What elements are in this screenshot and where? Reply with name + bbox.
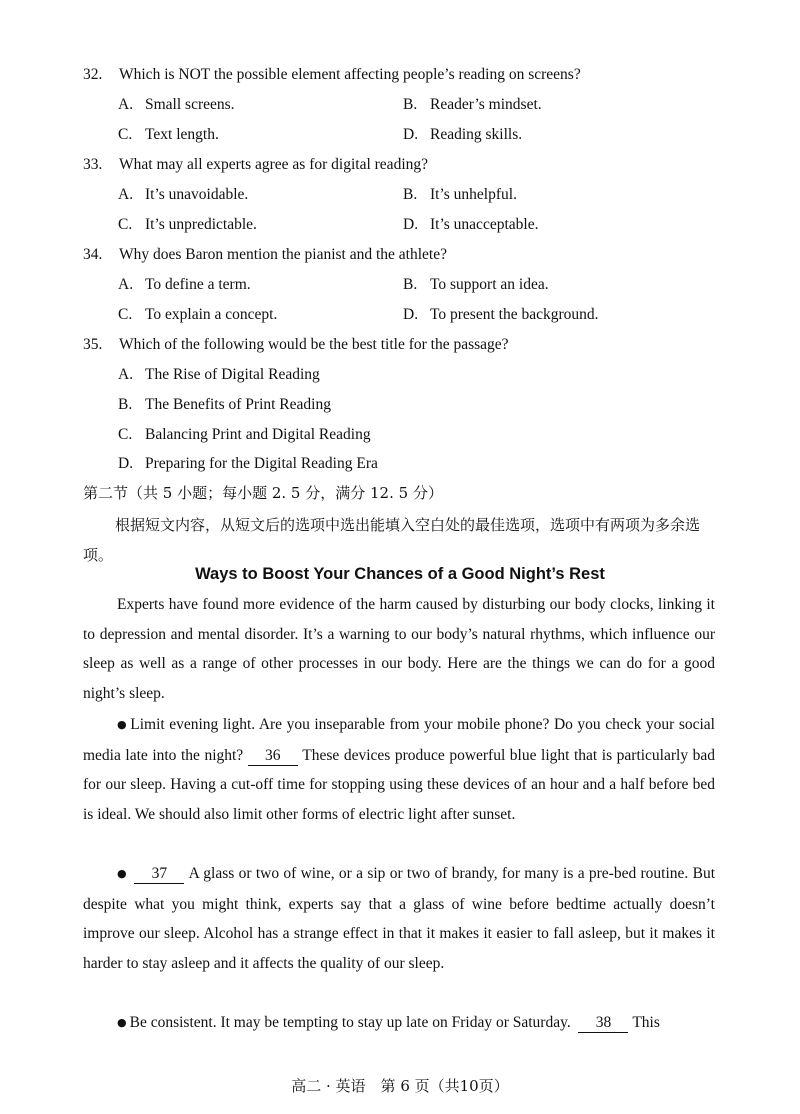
question-number: 33. <box>83 156 103 173</box>
bullet-icon: ● <box>117 1016 127 1029</box>
passage-paragraph-2: ● Limit evening light. Are you inseparable from your mobile phone? Do you check your social media late into the night? 36 These devices produce powerful blue light that is particularly bad for our sleep. Having a cut-off time for stopping using these devices of an hour and a half before bed is ideal. We should also limit other forms of electric light after sunset. <box>83 716 716 824</box>
question-number: 32. <box>83 66 103 83</box>
question-32 <box>83 66 581 84</box>
option-33-a: A. It’s unavoidable. <box>118 186 249 203</box>
passage-paragraph-3: ● 37 A glass or two of wine, or a sip or two of brandy, for many is a pre-bed routine. But despite what you might think, experts say that a glass of wine before bedtime actually doesn’t improve our sleep. Alcohol has a strange effect in that it makes it easier to fall asleep, but it makes it harder to stay asleep and it affects the quality of our sleep. <box>83 865 715 973</box>
question-35 <box>83 336 509 354</box>
option-35-a: A. The Rise of Digital Reading <box>118 366 320 383</box>
question-stem: Why does Baron mention the pianist and the athlete? <box>119 246 447 263</box>
page-footer: 高二 · 英语 第 6 页（共10页） <box>291 1077 509 1095</box>
bullet-icon: ● <box>117 718 128 731</box>
option-34-c: C. To explain a concept. <box>118 306 278 323</box>
passage-paragraph-4: ● Be consistent. It may be tempting to stay up late on Friday or Saturday. 38 This <box>117 1014 660 1031</box>
question-stem: Which is NOT the possible element affecting people’s reading on screens? <box>119 66 581 83</box>
question-34 <box>83 246 447 264</box>
option-32-d: D. Reading skills. <box>403 126 523 143</box>
bullet-icon: ● <box>117 867 128 880</box>
option-35-b: B. The Benefits of Print Reading <box>118 396 331 413</box>
option-33-b: B. It’s unhelpful. <box>403 186 517 203</box>
passage-title: Ways to Boost Your Chances of a Good Night’s Rest <box>195 565 605 583</box>
question-stem: Which of the following would be the best title for the passage? <box>119 336 509 353</box>
option-32-a: A. Small screens. <box>118 96 235 113</box>
option-34-d: D. To present the background. <box>403 306 599 323</box>
option-34-a: A. To define a term. <box>118 276 251 293</box>
option-35-d: D. Preparing for the Digital Reading Era <box>118 455 378 472</box>
question-number: 35. <box>83 336 103 353</box>
option-35-c: C. Balancing Print and Digital Reading <box>118 426 371 443</box>
question-stem: What may all experts agree as for digital reading? <box>119 156 429 173</box>
option-33-d: D. It’s unacceptable. <box>403 216 539 233</box>
section-instructions: 根据短文内容，从短文后的选项中选出能填入空白处的最佳选项，选项中有两项为多余选项。 <box>83 516 701 564</box>
question-number: 34. <box>83 246 103 263</box>
blank-36[interactable]: 36 <box>248 747 298 766</box>
option-33-c: C. It’s unpredictable. <box>118 216 257 233</box>
passage-paragraph-1: Experts have found more evidence of the harm caused by disturbing our body clocks, linking it to depression and mental disorder. It’s a warning to our body’s natural rhythms, which influence our sleep as well as a range of other processes in our body. Here are the things we can do for a good night’s sleep. <box>83 596 715 703</box>
blank-37[interactable]: 37 <box>134 865 184 884</box>
section-heading: 第二节（共 5 小题；每小题 2. 5 分，满分 12. 5 分） <box>83 484 443 502</box>
option-32-b: B. Reader’s mindset. <box>403 96 542 113</box>
question-33 <box>83 156 428 174</box>
option-32-c: C. Text length. <box>118 126 219 143</box>
blank-38[interactable]: 38 <box>578 1014 628 1033</box>
option-34-b: B. To support an idea. <box>403 276 549 293</box>
